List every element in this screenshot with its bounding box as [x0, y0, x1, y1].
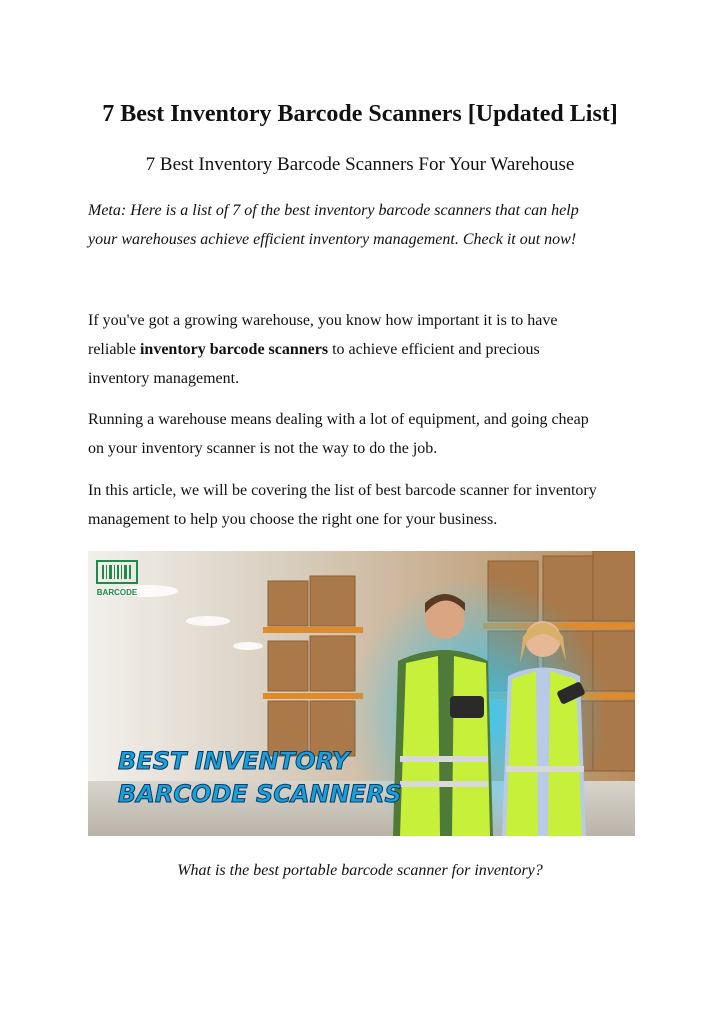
paragraph-line: on your inventory scanner is not the way to do the job.	[88, 440, 438, 457]
equipment-paragraph	[88, 405, 648, 463]
meta-line: Meta: Here is a list of 7 of the best inventory barcode scanners that can help	[88, 202, 579, 219]
text-run: reliable	[88, 341, 140, 358]
paragraph-line	[88, 335, 648, 364]
article-scope-paragraph	[88, 476, 648, 534]
headline-line: BEST INVENTORY	[118, 747, 350, 775]
paragraph-line: inventory management.	[88, 370, 240, 387]
logo-text: BARCODE	[96, 588, 138, 597]
text-run: to achieve efficient and precious	[328, 341, 540, 358]
intro-paragraph	[88, 306, 648, 393]
hero-image	[88, 551, 635, 836]
page-title: 7 Best Inventory Barcode Scanners [Updated List]	[102, 101, 618, 127]
paragraph-line: management to help you choose the right one for your business.	[88, 511, 498, 528]
headline-line: BARCODE SCANNERS	[118, 780, 402, 808]
image-caption: What is the best portable barcode scanner for inventory?	[177, 862, 543, 879]
meta-line: your warehouses achieve efficient inventory management. Check it out now!	[88, 231, 577, 248]
bold-keyword: inventory barcode scanners	[139, 341, 329, 358]
paragraph-line: Running a warehouse means dealing with a lot of equipment, and going cheap	[88, 411, 589, 428]
paragraph-line: In this article, we will be covering the list of best barcode scanner for inventory	[88, 482, 597, 499]
meta-description	[88, 196, 648, 254]
page-subtitle: 7 Best Inventory Barcode Scanners For Your Warehouse	[145, 154, 575, 175]
paragraph-line: If you've got a growing warehouse, you know how important it is to have	[88, 312, 558, 329]
